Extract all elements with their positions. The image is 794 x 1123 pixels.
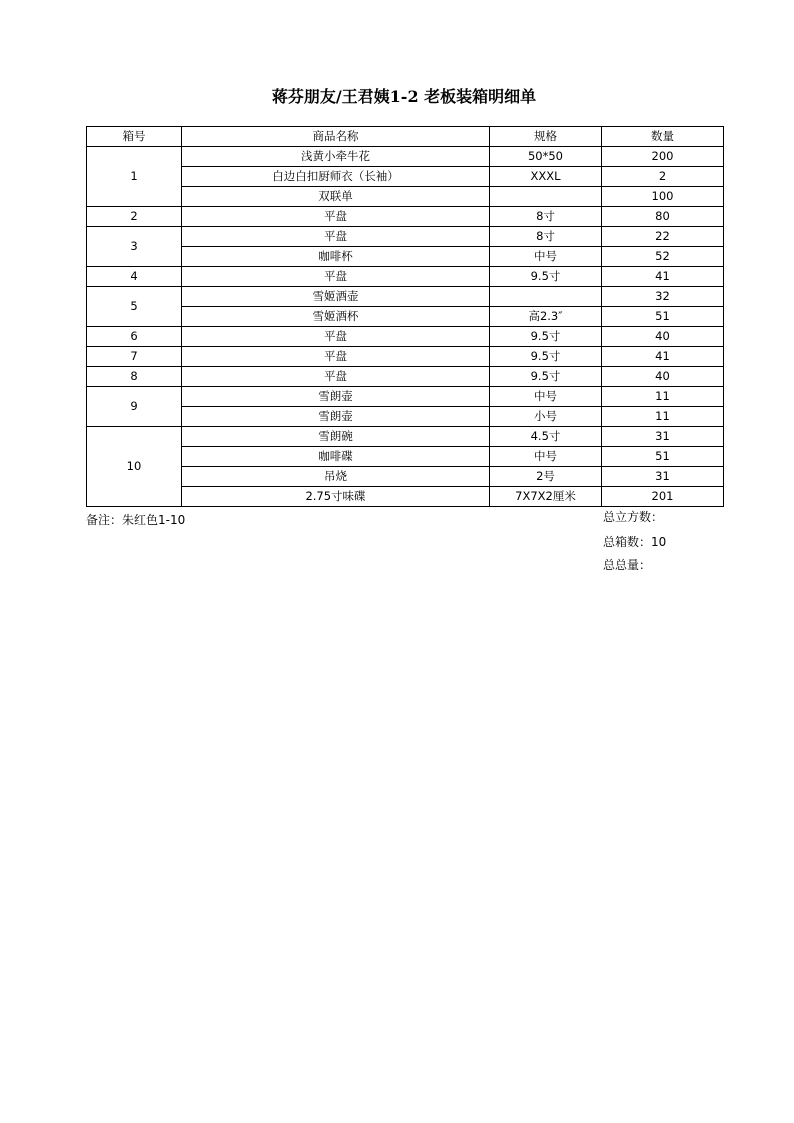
- product-name-cell: 平盘: [182, 327, 490, 347]
- box-number-cell: 7: [87, 347, 182, 367]
- product-name-cell: 雪朗壶: [182, 407, 490, 427]
- remark-note: 备注：朱红色1-10: [86, 513, 186, 527]
- quantity-cell: 41: [602, 347, 724, 367]
- product-name-cell: 雪朗碗: [182, 427, 490, 447]
- table-body: [87, 147, 724, 507]
- table-row: [87, 427, 724, 447]
- table-row: [87, 447, 724, 467]
- spec-cell: 高2.3″: [490, 307, 602, 327]
- quantity-cell: 40: [602, 327, 724, 347]
- spec-cell: 中号: [490, 387, 602, 407]
- header-box-no: 箱号: [87, 127, 182, 147]
- quantity-cell: 31: [602, 467, 724, 487]
- summary-total-boxes: 总箱数：10: [603, 535, 667, 549]
- quantity-cell: 200: [602, 147, 724, 167]
- quantity-cell: 201: [602, 487, 724, 507]
- table-row: [87, 407, 724, 427]
- quantity-cell: 51: [602, 447, 724, 467]
- product-name-cell: 平盘: [182, 207, 490, 227]
- spec-cell: [490, 287, 602, 307]
- spec-cell: 9.5寸: [490, 267, 602, 287]
- spec-cell: 中号: [490, 247, 602, 267]
- box-number-cell: 9: [87, 387, 182, 427]
- table-row: [87, 167, 724, 187]
- quantity-cell: 32: [602, 287, 724, 307]
- box-number-cell: 2: [87, 207, 182, 227]
- header-spec: 规格: [490, 127, 602, 147]
- product-name-cell: 白边白扣厨师衣（长袖）: [182, 167, 490, 187]
- product-name-cell: 雪姬酒壶: [182, 287, 490, 307]
- product-name-cell: 咖啡碟: [182, 447, 490, 467]
- quantity-cell: 11: [602, 407, 724, 427]
- spec-cell: XXXL: [490, 167, 602, 187]
- table-row: [87, 367, 724, 387]
- box-number-cell: 10: [87, 427, 182, 507]
- product-name-cell: 平盘: [182, 227, 490, 247]
- header-product-name: 商品名称: [182, 127, 490, 147]
- header-quantity: 数量: [602, 127, 724, 147]
- spec-cell: 8寸: [490, 227, 602, 247]
- box-number-cell: 1: [87, 147, 182, 207]
- packing-list-table: [86, 126, 724, 507]
- table-row: [87, 227, 724, 247]
- box-number-cell: 6: [87, 327, 182, 347]
- quantity-cell: 100: [602, 187, 724, 207]
- quantity-cell: 11: [602, 387, 724, 407]
- product-name-cell: 咖啡杯: [182, 247, 490, 267]
- product-name-cell: 平盘: [182, 347, 490, 367]
- spec-cell: [490, 187, 602, 207]
- box-number-cell: 3: [87, 227, 182, 267]
- spec-cell: 8寸: [490, 207, 602, 227]
- quantity-cell: 2: [602, 167, 724, 187]
- summary-total-volume: 总立方数：: [603, 510, 664, 524]
- table-row: [87, 287, 724, 307]
- quantity-cell: 51: [602, 307, 724, 327]
- spec-cell: 2号: [490, 467, 602, 487]
- table-row: [87, 247, 724, 267]
- table-row: [87, 347, 724, 367]
- product-name-cell: 雪朗壶: [182, 387, 490, 407]
- product-name-cell: 雪姬酒杯: [182, 307, 490, 327]
- quantity-cell: 22: [602, 227, 724, 247]
- spec-cell: 9.5寸: [490, 367, 602, 387]
- document-title: 蒋芬朋友/王君姨1-2 老板装箱明细单: [271, 87, 537, 106]
- quantity-cell: 40: [602, 367, 724, 387]
- product-name-cell: 平盘: [182, 367, 490, 387]
- quantity-cell: 80: [602, 207, 724, 227]
- box-number-cell: 8: [87, 367, 182, 387]
- box-number-cell: 4: [87, 267, 182, 287]
- summary-total-weight: 总总量：: [603, 558, 652, 572]
- table-row: [87, 267, 724, 287]
- spec-cell: 中号: [490, 447, 602, 467]
- product-name-cell: 平盘: [182, 267, 490, 287]
- product-name-cell: 2.75寸味碟: [182, 487, 490, 507]
- table-row: [87, 147, 724, 167]
- quantity-cell: 31: [602, 427, 724, 447]
- spec-cell: 9.5寸: [490, 347, 602, 367]
- table-row: [87, 467, 724, 487]
- spec-cell: 小号: [490, 407, 602, 427]
- spec-cell: 9.5寸: [490, 327, 602, 347]
- spec-cell: 4.5寸: [490, 427, 602, 447]
- quantity-cell: 41: [602, 267, 724, 287]
- product-name-cell: 吊烧: [182, 467, 490, 487]
- table-row: [87, 487, 724, 507]
- table-row: [87, 307, 724, 327]
- table-row: [87, 387, 724, 407]
- product-name-cell: 浅黄小牵牛花: [182, 147, 490, 167]
- table-row: [87, 187, 724, 207]
- spec-cell: 7X7X2厘米: [490, 487, 602, 507]
- box-number-cell: 5: [87, 287, 182, 327]
- quantity-cell: 52: [602, 247, 724, 267]
- spec-cell: 50*50: [490, 147, 602, 167]
- table-row: [87, 207, 724, 227]
- table-row: [87, 327, 724, 347]
- product-name-cell: 双联单: [182, 187, 490, 207]
- table-header-row: [87, 127, 724, 147]
